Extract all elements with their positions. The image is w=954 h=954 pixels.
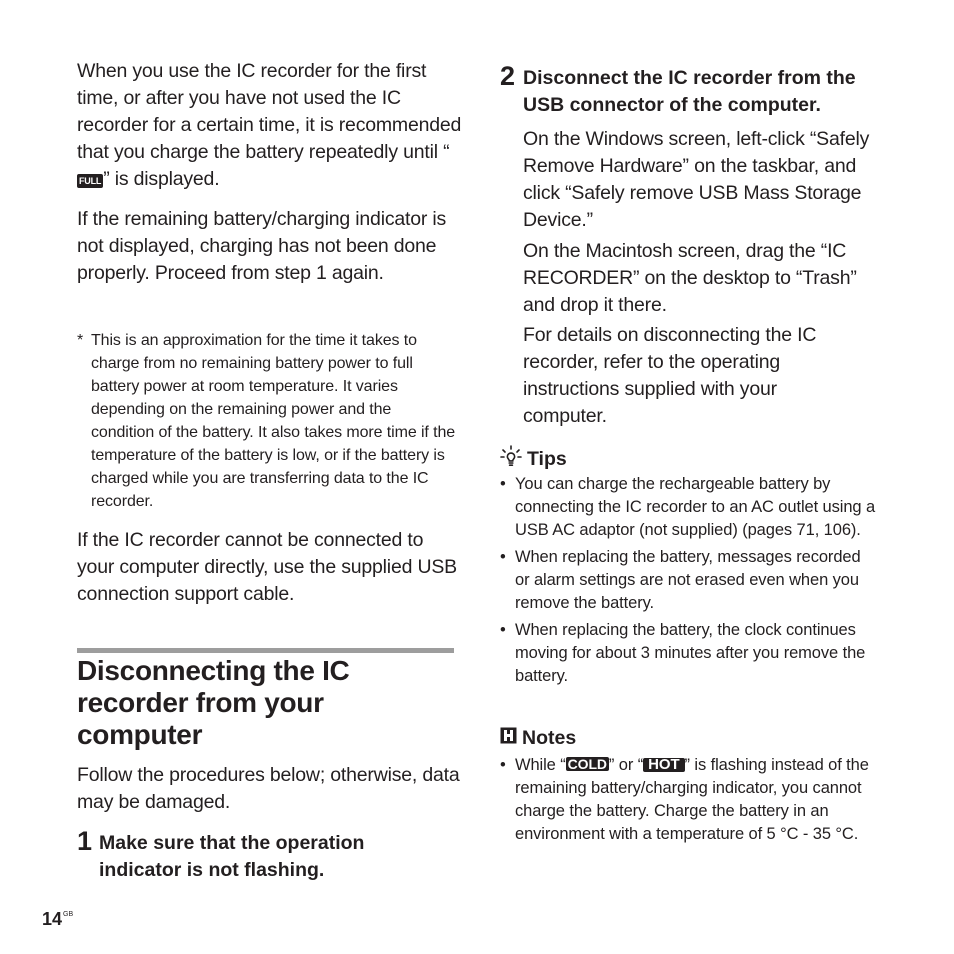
intro-paragraph — [77, 58, 462, 193]
bullet-dot: • — [500, 548, 506, 566]
cold-indicator-icon: COLD — [567, 756, 607, 772]
charging-indicator-paragraph: If the remaining battery/charging indicator is not displayed, charging has not been done properly. Proceed from step 1 again. — [77, 208, 447, 284]
note-text-b: ” or “ — [608, 756, 644, 774]
usb-cable-paragraph: If the IC recorder cannot be connected to your computer directly, use the supplied USB connection support cable. — [77, 529, 457, 605]
tips-heading — [500, 445, 567, 473]
full-battery-icon: FULL — [79, 176, 102, 186]
footnote — [77, 329, 457, 513]
step-2-number: 2 — [500, 61, 516, 91]
notes-icon — [500, 726, 517, 750]
step-2-details: For details on disconnecting the IC recorder, refer to the operating instructions supplied with your computer. — [523, 324, 817, 427]
step-2-macintosh: On the Macintosh screen, drag the “IC RECORDER” on the desktop to “Trash” and drop it there. — [523, 240, 857, 316]
section-rule — [77, 648, 454, 653]
intro-text-b: ” is displayed. — [103, 168, 220, 190]
notes-title: Notes — [522, 727, 577, 749]
step-2-title: Disconnect the IC recorder from the USB connector of the computer. — [523, 67, 856, 116]
bullet-dot: • — [500, 621, 506, 639]
notes-heading — [500, 726, 576, 750]
tip-text: You can charge the rechargeable battery by connecting the IC recorder to an AC outlet using a USB AC adaptor (not supplied) (pages 71, 106). — [515, 475, 876, 539]
bullet-dot: • — [500, 475, 506, 493]
lightbulb-icon — [500, 445, 522, 473]
note-text-a: While “ — [515, 756, 566, 774]
step-1-title: Make sure that the operation indicator is not flashing. — [99, 832, 365, 881]
section-intro: Follow the procedures below; otherwise, data may be damaged. — [77, 764, 460, 813]
notes-list — [500, 754, 878, 850]
section-title: Disconnecting the IC recorder from your computer — [77, 655, 350, 750]
note-text-c: ” is flashing instead of the remaining battery/charging indicator, you cannot charge the battery. Charge the battery in an environment with a temperature of 5 °C - 35 °C. — [515, 756, 869, 843]
list-item — [500, 754, 878, 846]
footnote-text: This is an approximation for the time it takes to charge from no remaining battery power to full battery power at room temperature. It varies depending on the remaining power and the condition of the battery. It also takes more time if the temperature of the battery is low, or if the battery is charged while you are transferring data to the IC recorder. — [91, 332, 456, 510]
page-number — [42, 909, 73, 930]
hot-indicator-icon: HOT — [643, 758, 684, 772]
tips-title: Tips — [527, 448, 567, 470]
page-suffix: GB — [63, 911, 74, 918]
page-number-value: 14 — [42, 909, 63, 929]
step-2-windows: On the Windows screen, left-click “Safely Remove Hardware” on the taskbar, and click “Safely remove USB Mass Storage Device.” — [523, 128, 870, 231]
footnote-mark: * — [77, 332, 84, 349]
intro-text-a: When you use the IC recorder for the first time, or after you have not used the IC recorder for a certain time, it is recommended that you charge the battery repeatedly until “ — [77, 60, 462, 163]
bullet-dot: • — [500, 756, 506, 774]
tip-text: When replacing the battery, messages recorded or alarm settings are not erased even when you remove the battery. — [515, 548, 861, 612]
list-item — [500, 546, 878, 615]
tips-list — [500, 473, 878, 692]
tip-text: When replacing the battery, the clock continues moving for about 3 minutes after you remove the battery. — [515, 621, 866, 685]
step-1-number: 1 — [77, 826, 93, 856]
list-item — [500, 473, 878, 542]
list-item — [500, 619, 878, 688]
